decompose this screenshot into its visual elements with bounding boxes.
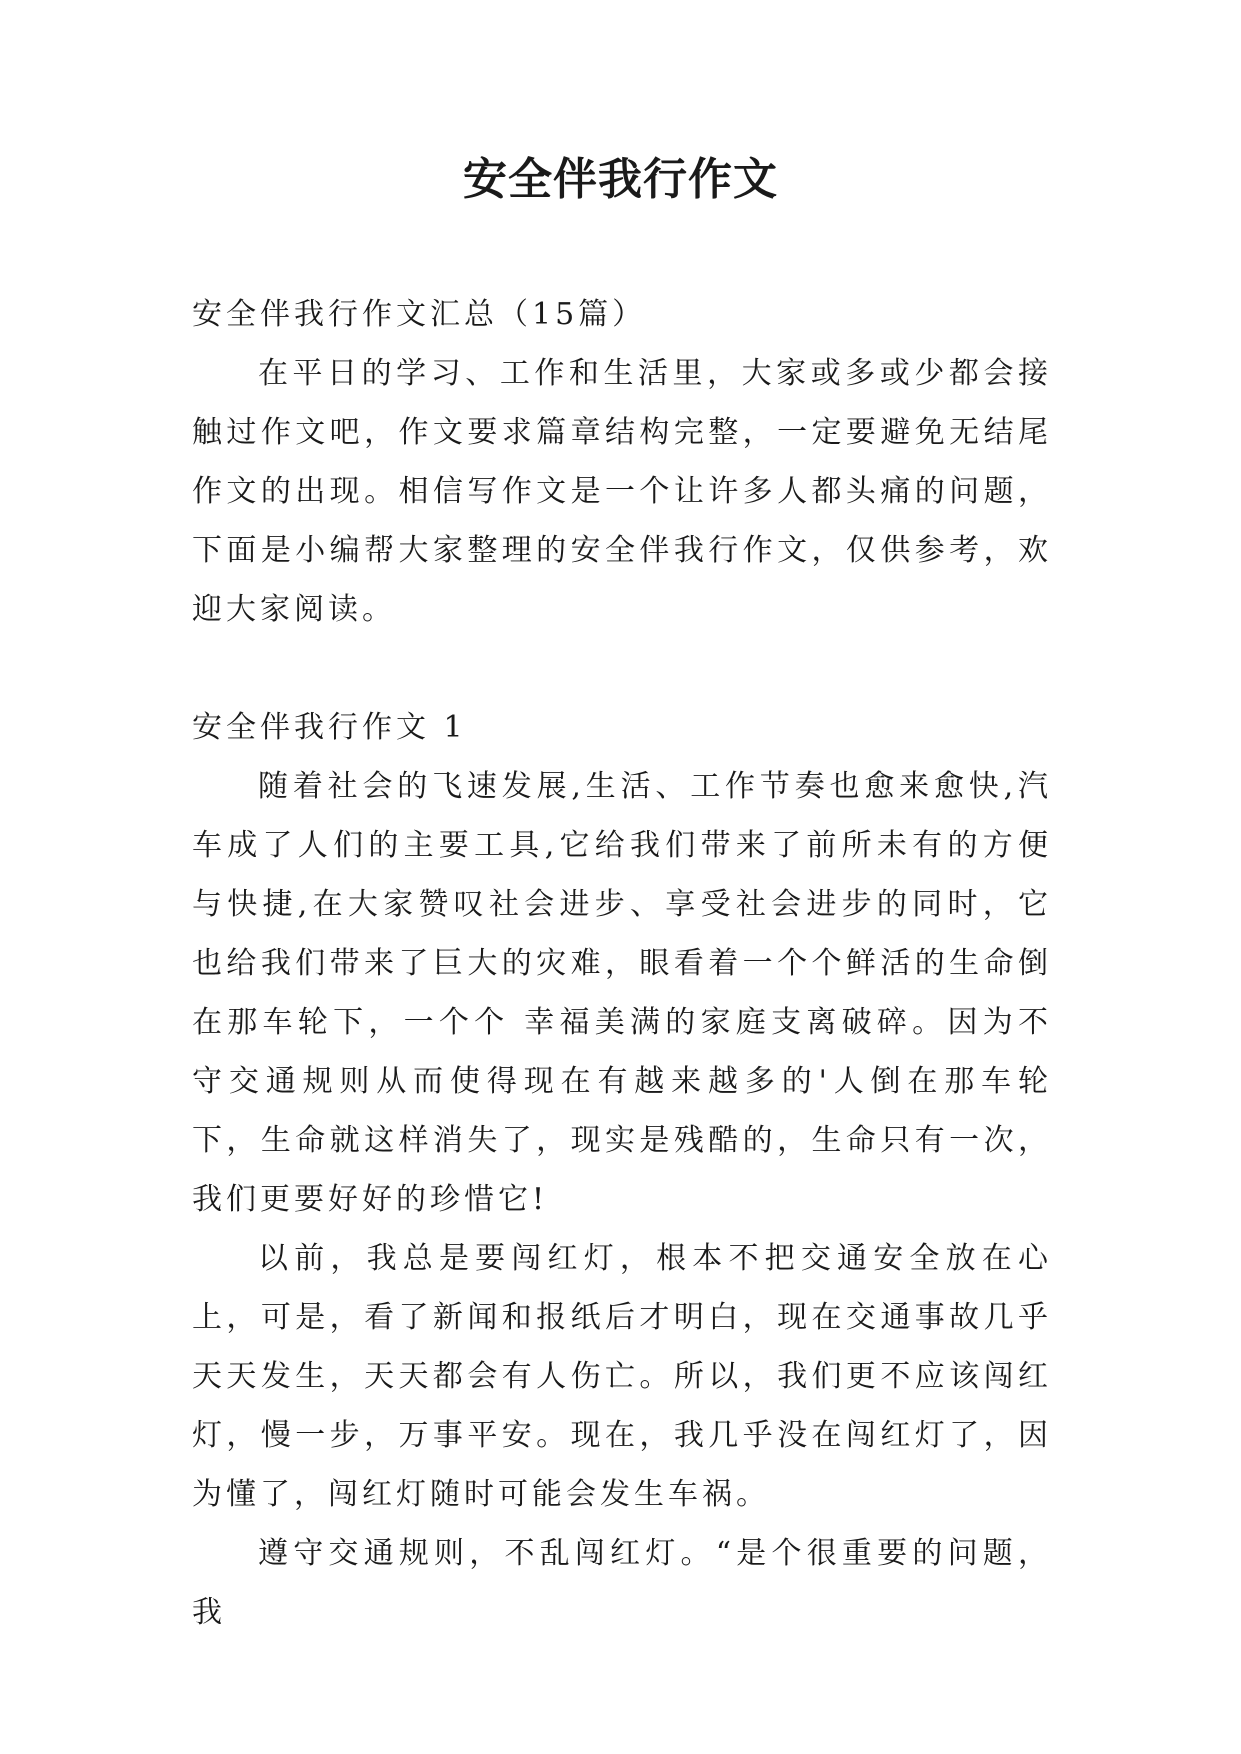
intro-paragraph: 在平日的学习、工作和生活里，大家或多或少都会接触过作文吧，作文要求篇章结构完整，一定要避免无结尾作文的出现。相信写作文是一个让许多人都头痛的问题，下面是小编帮大家整理的安全伴我行作文，仅供参考，欢迎大家阅读。 [192,356,1052,627]
section1-paragraph-1: 随着社会的飞速发展,生活、工作节奏也愈来愈快,汽车成了人们的主要工具,它给我们带来了前所未有的方便与快捷,在大家赞叹社会进步、享受社会进步的同时，它也给我们带来了巨大的灾难，眼看着一个个鲜活的生命倒在那车轮下，一个个 幸福美满的家庭支离破碎。因为不守交通规则从而使得现在有越来越多的'人倒在那车轮下，生命就这样消失了，现实是残酷的，生命只有一次，我们更要好好的珍惜它! [192,769,1052,1217]
section-spacer [192,639,1052,698]
document-title: 安全伴我行作文 [463,154,778,205]
intro-heading: 安全伴我行作文汇总（15篇） [192,297,647,332]
section1-paragraph-3: 遵守交通规则，不乱闯红灯。“是个很重要的问题，我 [192,1536,1052,1630]
section1-paragraph-2: 以前，我总是要闯红灯，根本不把交通安全放在心上，可是，看了新闻和报纸后才明白，现在交通事故几乎天天发生，天天都会有人伤亡。所以，我们更不应该闯红灯，慢一步，万事平安。现在，我几乎没在闯红灯了，因为懂了，闯红灯随时可能会发生车祸。 [192,1241,1052,1512]
section1-heading: 安全伴我行作文 1 [192,710,467,745]
document-body [192,285,1052,1642]
